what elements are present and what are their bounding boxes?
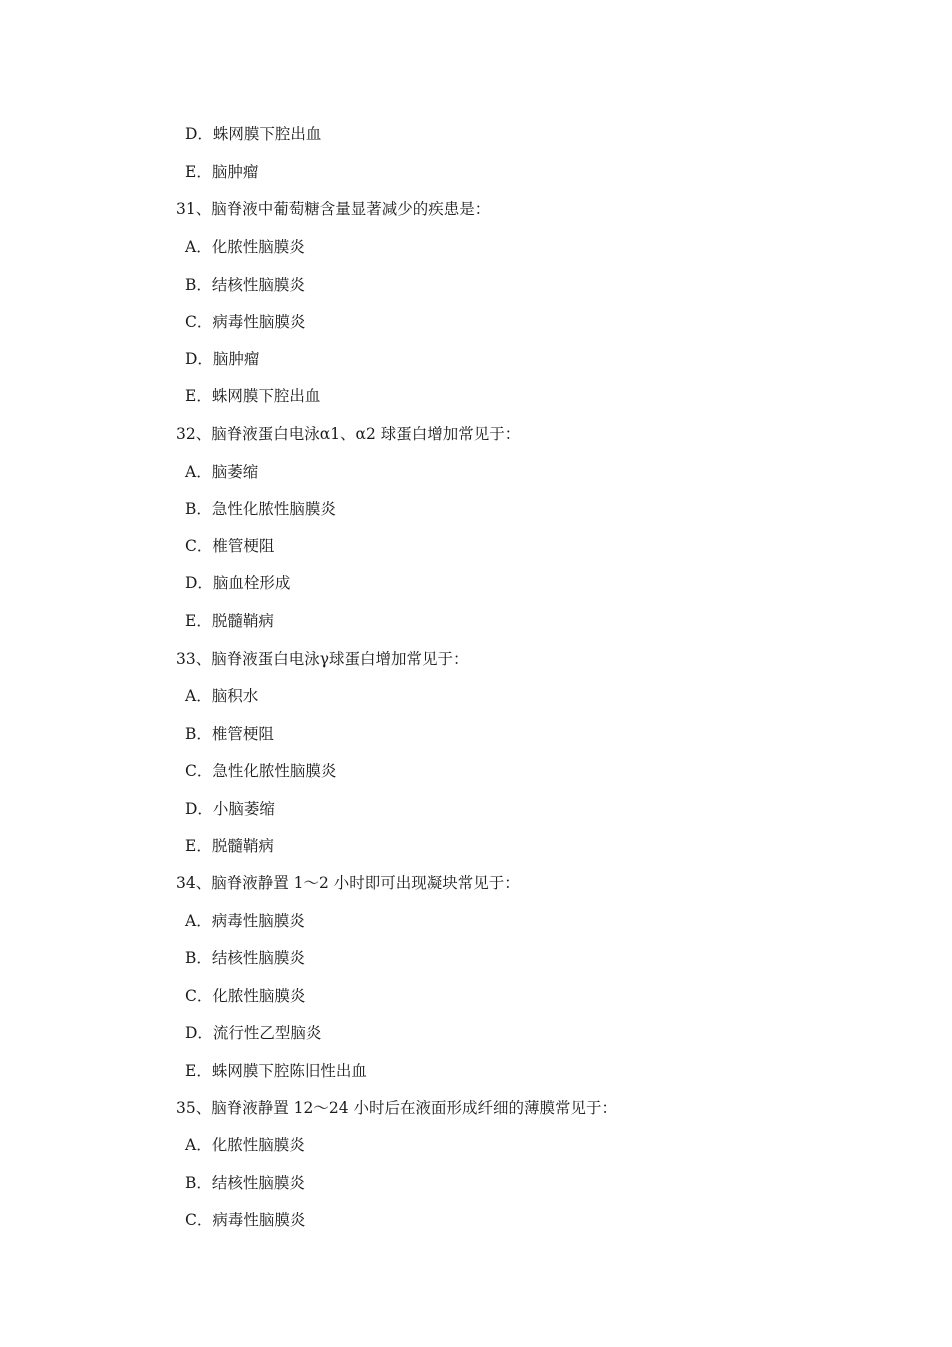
option-b: B．椎管梗阻 <box>185 725 274 743</box>
option-b: B．急性化脓性脑膜炎 <box>185 500 336 518</box>
option-b: B．结核性脑膜炎 <box>185 276 305 294</box>
option-e: E．蛛网膜下腔陈旧性出血 <box>185 1062 367 1080</box>
option-c: C．化脓性脑膜炎 <box>185 987 306 1005</box>
option-d: D．小脑萎缩 <box>185 800 275 818</box>
option-c: C．椎管梗阻 <box>185 537 275 555</box>
option-a: A．脑萎缩 <box>185 463 259 481</box>
option-a: A．化脓性脑膜炎 <box>185 1136 305 1154</box>
option-a: A．化脓性脑膜炎 <box>185 238 305 256</box>
option-e: E．脱髓鞘病 <box>185 837 274 855</box>
option-c: C．病毒性脑膜炎 <box>185 313 306 331</box>
question-32: 32、脑脊液蛋白电泳α1、α2 球蛋白增加常见于： <box>176 425 521 443</box>
question-31: 31、脑脊液中葡萄糖含量显著减少的疾患是： <box>176 200 491 218</box>
option-e: E．脑肿瘤 <box>185 163 259 181</box>
option-d: D．流行性乙型脑炎 <box>185 1024 322 1042</box>
option-e: E．蛛网膜下腔出血 <box>185 387 321 405</box>
question-33: 33、脑脊液蛋白电泳γ球蛋白增加常见于： <box>176 650 469 668</box>
question-35: 35、脑脊液静置 12～24 小时后在液面形成纤细的薄膜常见于： <box>176 1099 618 1117</box>
option-c: C．急性化脓性脑膜炎 <box>185 762 337 780</box>
option-d: D．脑血栓形成 <box>185 574 291 592</box>
option-d: D．蛛网膜下腔出血 <box>185 125 322 143</box>
option-b: B．结核性脑膜炎 <box>185 949 305 967</box>
option-a: A．脑积水 <box>185 687 259 705</box>
option-b: B．结核性脑膜炎 <box>185 1174 305 1192</box>
question-34: 34、脑脊液静置 1～2 小时即可出现凝块常见于： <box>176 874 520 892</box>
option-c: C．病毒性脑膜炎 <box>185 1211 306 1229</box>
option-e: E．脱髓鞘病 <box>185 612 274 630</box>
option-a: A．病毒性脑膜炎 <box>185 912 305 930</box>
option-d: D．脑肿瘤 <box>185 350 260 368</box>
